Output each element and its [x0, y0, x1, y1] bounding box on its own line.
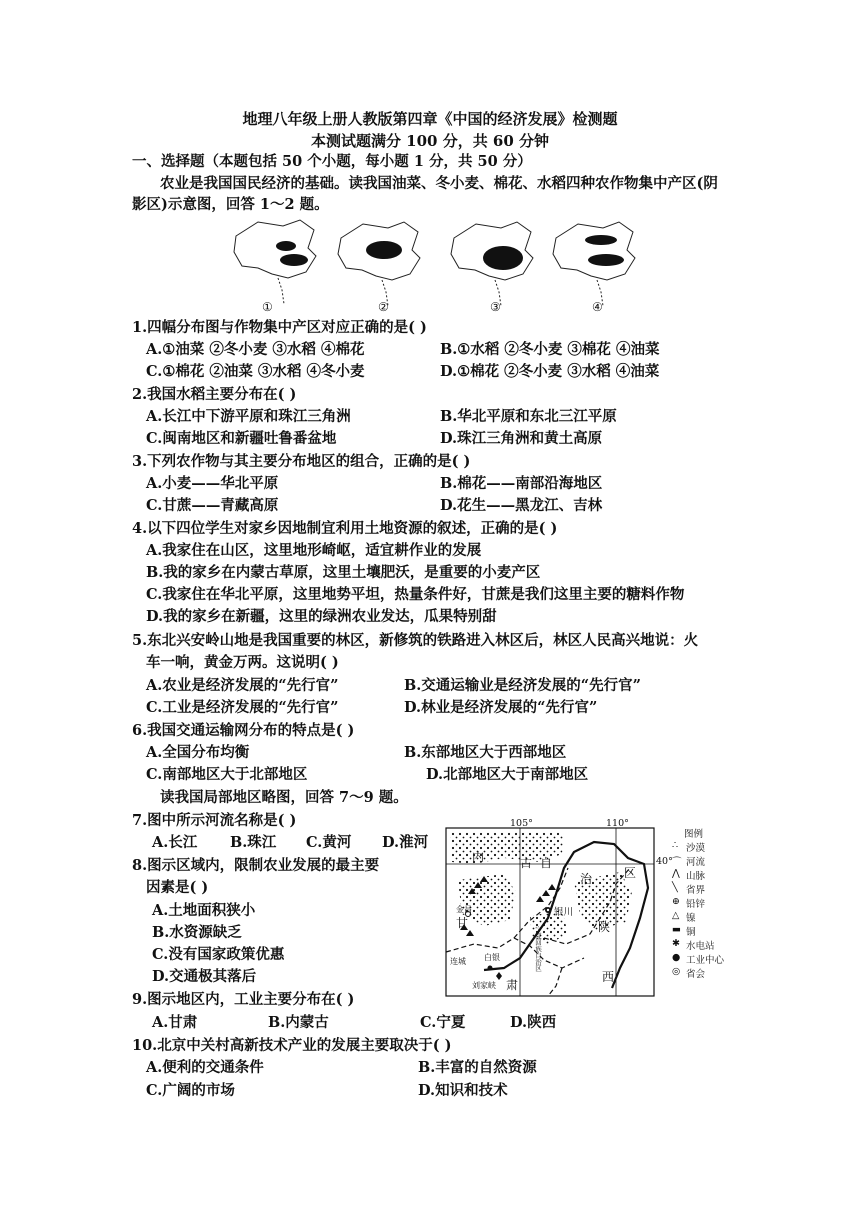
section-heading: 一、选择题（本题包括 50 个小题，每小题 1 分，共 50 分）	[132, 153, 532, 170]
question-6-option-d: D.北部地区大于南部地区	[426, 766, 589, 783]
question-5-stem-cont: 车一响，黄金万两。这说明( )	[146, 654, 339, 671]
read-map-instruction: 读我国局部地区略图，回答 7～9 题。	[160, 789, 408, 806]
question-10-option-a: A.便利的交通条件	[146, 1059, 264, 1076]
boundary-icon: ╲	[672, 882, 678, 893]
region-label-ningxia: 宁夏回族自治区	[534, 926, 542, 972]
capital-icon: ◎	[672, 966, 681, 977]
city-liancheng: 连城	[450, 957, 466, 966]
question-6-option-a: A.全国分布均衡	[146, 744, 250, 761]
question-7-stem: 7.图中所示河流名称是( )	[132, 812, 297, 829]
copper-icon: ▬	[672, 924, 681, 935]
question-5-option-c: C.工业是经济发展的“先行官”	[146, 699, 339, 716]
question-8-stem-cont: 因素是( )	[146, 879, 209, 896]
city-jinchang: 金昌	[456, 905, 472, 914]
region-label-nei: 内	[472, 850, 485, 864]
question-9-option-c: C.宁夏	[420, 1014, 466, 1031]
question-1-option-a: A.①油菜 ②冬小麦 ③水稻 ④棉花	[146, 341, 365, 358]
question-2-option-a: A.长江中下游平原和珠江三角洲	[146, 408, 351, 425]
legend-boundary: 省界	[686, 885, 706, 896]
question-8-option-b: B.水资源缺乏	[152, 924, 242, 941]
question-10-stem: 10.北京中关村高新技术产业的发展主要取决于( )	[132, 1037, 452, 1054]
intro-text: 农业是我国国民经济的基础。读我国油菜、冬小麦、棉花、水稻四种农作物集中产区(阴	[160, 175, 718, 192]
city-baiyin: 白银	[484, 953, 500, 962]
legend-lead-zinc: 铅锌	[686, 899, 706, 910]
region-label-zi: 自	[540, 856, 553, 870]
page-title: 地理八年级上册人教版第四章《中国的经济发展》检测题	[242, 110, 618, 128]
question-3-option-d: D.花生——黑龙江、吉林	[440, 497, 603, 514]
question-4-option-c: C.我家住在华北平原，这里地势平坦，热量条件好，甘蔗是我们这里主要的糖料作物	[146, 586, 685, 603]
question-2-option-d: D.珠江三角洲和黄土高原	[440, 430, 603, 447]
intro-text-cont: 影区)示意图，回答 1～2 题。	[132, 196, 329, 213]
question-6-option-b: B.东部地区大于西部地区	[404, 744, 567, 761]
question-9-option-d: D.陕西	[510, 1014, 557, 1031]
regional-map	[444, 818, 736, 998]
question-9-stem: 9.图示地区内，工业主要分布在( )	[132, 991, 355, 1008]
city-yinchuan: 银川	[554, 907, 574, 918]
region-label-gu: 古	[520, 856, 533, 870]
legend-capital: 省会	[686, 969, 706, 980]
question-1-option-b: B.①水稻 ②冬小麦 ③棉花 ④油菜	[440, 341, 660, 358]
question-8-option-c: C.没有国家政策优惠	[152, 946, 285, 963]
question-3-option-c: C.甘蔗——青藏高原	[146, 497, 279, 514]
question-3-option-b: B.棉花——南部沿海地区	[440, 475, 603, 492]
question-9-option-b: B.内蒙古	[268, 1014, 329, 1031]
question-4-option-a: A.我家住在山区，这里地形崎岖，适宜耕作业的发展	[146, 542, 482, 559]
sand-icon: ∴	[672, 840, 679, 851]
river-icon: ⌒	[672, 857, 682, 868]
map-label-1: ①	[262, 300, 273, 314]
question-5-option-d: D.林业是经济发展的“先行官”	[404, 699, 598, 716]
longitude-110: 110°	[606, 818, 629, 829]
region-label-gan: 甘	[456, 916, 469, 930]
crop-maps-svg	[228, 216, 648, 316]
question-10-option-b: B.丰富的自然资源	[418, 1059, 537, 1076]
question-7-option-d: D.淮河	[382, 834, 429, 851]
page-subtitle: 本测试题满分 100 分，共 60 分钟	[310, 132, 550, 150]
question-2-option-b: B.华北平原和东北三江平原	[440, 408, 617, 425]
question-1-option-d: D.①棉花 ②冬小麦 ③水稻 ④油菜	[440, 363, 660, 380]
question-7-option-a: A.长江	[152, 834, 198, 851]
legend-title: 图例	[684, 829, 704, 840]
longitude-105: 105°	[510, 818, 533, 829]
question-8-option-d: D.交通极其落后	[152, 968, 257, 985]
crop-maps	[228, 216, 648, 316]
question-3-stem: 3.下列农作物与其主要分布地区的组合，正确的是( )	[132, 453, 471, 470]
question-1-stem: 1.四幅分布图与作物集中产区对应正确的是( )	[132, 319, 427, 336]
legend-copper: 铜	[686, 927, 696, 938]
question-8-option-a: A.土地面积狭小	[152, 902, 256, 919]
question-10-option-d: D.知识和技术	[418, 1082, 508, 1099]
question-3-option-a: A.小麦——华北平原	[146, 475, 279, 492]
legend-industry-center: 工业中心	[686, 955, 725, 966]
legend-hydropower: 水电站	[686, 941, 715, 952]
question-7-option-c: C.黄河	[306, 834, 352, 851]
question-6-option-c: C.南部地区大于北部地区	[146, 766, 308, 783]
legend-nickel: 镍	[686, 913, 696, 924]
hydropower-icon: ✱	[672, 938, 680, 949]
nickel-icon: △	[672, 910, 680, 921]
region-label-zhi: 治	[580, 872, 593, 886]
map-label-4: ④	[592, 300, 603, 314]
region-label-su: 肃	[506, 978, 519, 992]
question-2-option-c: C.闽南地区和新疆吐鲁番盆地	[146, 430, 337, 447]
legend-river: 河流	[686, 857, 706, 868]
mountain-icon: ⋀	[672, 868, 680, 879]
question-1-option-c: C.①棉花 ②油菜 ③水稻 ④冬小麦	[146, 363, 365, 380]
region-label-xi: 西	[602, 970, 615, 984]
city-liujiaxia: 刘家峡	[472, 981, 496, 990]
latitude-40: 40°	[656, 856, 673, 867]
question-10-option-c: C.广阔的市场	[146, 1082, 235, 1099]
question-5-option-a: A.农业是经济发展的“先行官”	[146, 677, 339, 694]
question-9-option-a: A.甘肃	[152, 1014, 198, 1031]
question-2-stem: 2.我国水稻主要分布在( )	[132, 386, 297, 403]
question-4-stem: 4.以下四位学生对家乡因地制宜利用土地资源的叙述，正确的是( )	[132, 520, 558, 537]
region-label-shan: 陕	[598, 920, 611, 934]
question-4-option-b: B.我的家乡在内蒙古草原，这里土壤肥沃，是重要的小麦产区	[146, 564, 541, 581]
question-8-stem: 8.图示区域内，限制农业发展的最主要	[132, 857, 380, 874]
question-6-stem: 6.我国交通运输网分布的特点是( )	[132, 722, 355, 739]
question-5-stem: 5.东北兴安岭山地是我国重要的林区，新修筑的铁路进入林区后，林区人民高兴地说：火	[132, 632, 699, 649]
map-label-2: ②	[378, 300, 389, 314]
legend-desert: 沙漠	[686, 843, 706, 854]
lead-zinc-icon: ⊕	[672, 896, 680, 907]
question-4-option-d: D.我的家乡在新疆，这里的绿洲农业发达，瓜果特别甜	[146, 608, 497, 625]
map-label-3: ③	[490, 300, 501, 314]
question-5-option-b: B.交通运输业是经济发展的“先行官”	[404, 677, 641, 694]
region-label-qu: 区	[624, 866, 637, 880]
industry-center-icon: ●	[672, 952, 681, 963]
legend-mountain: 山脉	[686, 871, 706, 882]
question-7-option-b: B.珠江	[230, 834, 277, 851]
